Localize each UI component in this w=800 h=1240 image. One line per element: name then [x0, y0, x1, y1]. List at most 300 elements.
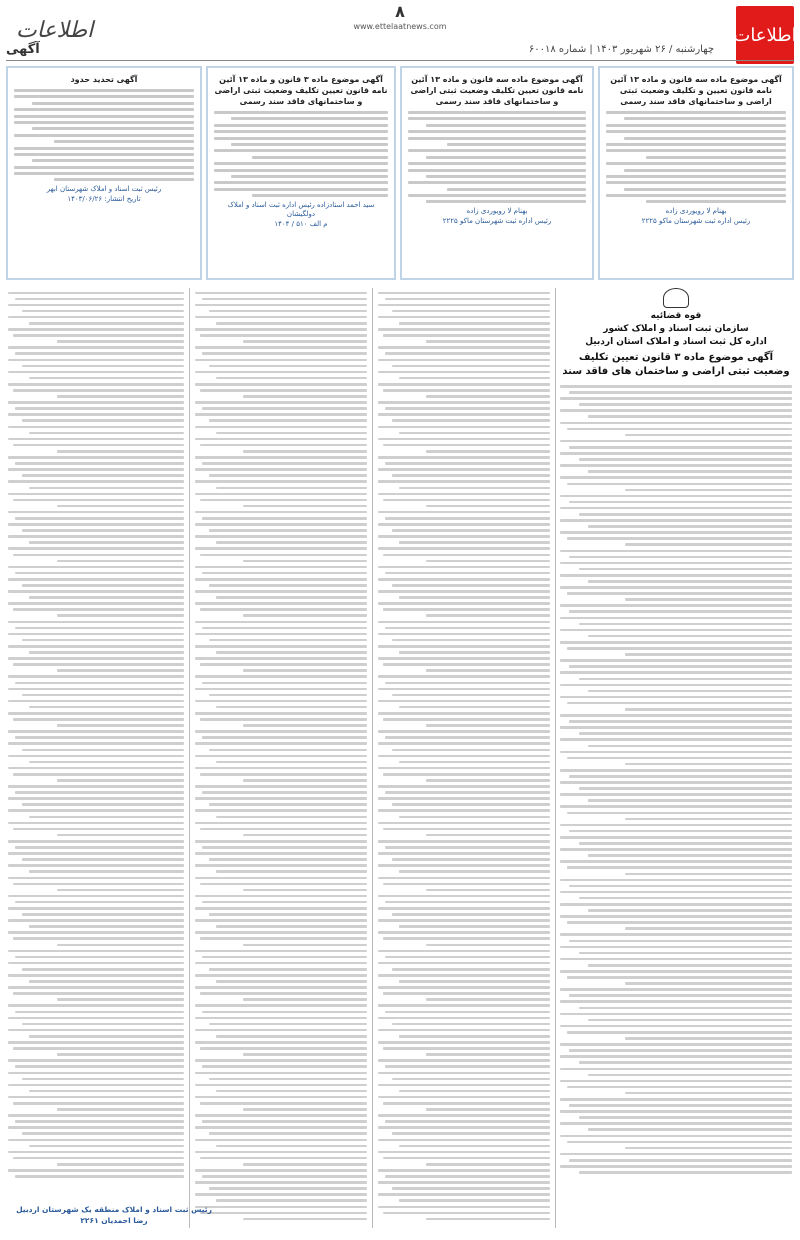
text-line	[560, 879, 792, 882]
text-line	[378, 688, 550, 691]
text-line	[8, 590, 184, 593]
text-line	[243, 340, 367, 343]
text-line	[195, 907, 367, 910]
text-line	[567, 1086, 792, 1089]
text-line	[195, 645, 367, 648]
text-line	[15, 901, 184, 904]
text-line	[560, 385, 792, 388]
text-line	[195, 1114, 367, 1117]
text-line	[378, 907, 550, 910]
text-line	[216, 487, 367, 490]
text-line	[216, 541, 367, 544]
text-line	[195, 974, 367, 977]
notice-body-text	[408, 111, 586, 203]
text-line	[426, 614, 550, 617]
text-line	[8, 962, 184, 965]
text-line	[569, 501, 792, 504]
text-line	[392, 474, 550, 477]
text-line	[8, 1151, 184, 1154]
text-line	[579, 842, 792, 845]
text-line	[195, 346, 367, 349]
text-line	[383, 334, 550, 337]
notice-box-2	[400, 66, 594, 280]
text-line	[579, 1007, 792, 1010]
text-line	[399, 322, 550, 325]
text-line	[378, 1181, 550, 1184]
text-line	[202, 1065, 367, 1068]
text-line	[560, 1068, 792, 1071]
text-line	[216, 980, 367, 983]
text-line	[392, 1078, 550, 1081]
text-line	[15, 627, 184, 630]
text-line	[399, 1145, 550, 1148]
section-label: آگهی	[6, 42, 40, 57]
text-line	[383, 554, 550, 557]
text-line	[195, 675, 367, 678]
text-line	[8, 1169, 184, 1172]
text-line	[29, 925, 184, 928]
text-line	[243, 505, 367, 508]
text-line	[195, 986, 367, 989]
text-line	[209, 639, 367, 642]
text-line	[399, 761, 550, 764]
text-line	[378, 1041, 550, 1044]
text-line	[195, 809, 367, 812]
text-line	[560, 738, 792, 741]
text-line	[195, 566, 367, 569]
text-line	[385, 572, 550, 575]
text-line	[202, 627, 367, 630]
text-line	[243, 779, 367, 782]
text-line	[588, 964, 792, 967]
text-line	[195, 493, 367, 496]
text-line	[378, 328, 550, 331]
text-line	[8, 426, 184, 429]
text-line	[569, 446, 792, 449]
text-line	[195, 730, 367, 733]
text-line	[8, 974, 184, 977]
text-line	[29, 432, 184, 435]
text-line	[383, 1102, 550, 1105]
text-line	[579, 678, 792, 681]
text-line	[200, 389, 367, 392]
text-line	[378, 1114, 550, 1117]
text-line	[426, 1053, 550, 1056]
text-line	[200, 937, 367, 940]
text-line	[22, 968, 184, 971]
text-line	[588, 799, 792, 802]
text-line	[8, 1114, 184, 1117]
text-line	[15, 846, 184, 849]
text-line	[195, 852, 367, 855]
text-line	[8, 742, 184, 745]
text-line	[560, 574, 792, 577]
text-line	[378, 468, 550, 471]
text-line	[385, 956, 550, 959]
text-line	[195, 931, 367, 934]
text-line	[378, 1151, 550, 1154]
signature-title: تاریخ انتشار: ۱۴۰۳/۰۶/۲۶	[67, 194, 141, 203]
text-line	[392, 913, 550, 916]
text-line	[216, 432, 367, 435]
column-divider	[555, 288, 556, 1228]
text-line	[202, 901, 367, 904]
text-line	[8, 657, 184, 660]
text-line	[8, 907, 184, 910]
text-line	[13, 1157, 184, 1160]
text-line	[426, 560, 550, 563]
text-line	[202, 1011, 367, 1014]
text-line	[378, 950, 550, 953]
text-line	[195, 468, 367, 471]
newspaper-logo: اطلاعات	[16, 18, 94, 43]
text-line	[13, 389, 184, 392]
text-line	[195, 359, 367, 362]
text-line	[195, 511, 367, 514]
text-line	[200, 828, 367, 831]
text-line	[243, 395, 367, 398]
text-line	[209, 694, 367, 697]
text-line	[209, 1078, 367, 1081]
text-line	[195, 535, 367, 538]
text-line	[8, 700, 184, 703]
text-line	[22, 474, 184, 477]
text-line	[195, 919, 367, 922]
text-line	[560, 793, 792, 796]
text-line	[209, 803, 367, 806]
text-line	[216, 1199, 367, 1202]
text-line	[8, 493, 184, 496]
text-line	[560, 696, 792, 699]
signature-name: رئیس ثبت اسناد و املاک شهرستان ابهر	[46, 185, 162, 194]
text-line	[22, 1078, 184, 1081]
text-line	[15, 352, 184, 355]
text-line	[22, 858, 184, 861]
text-line	[579, 513, 792, 516]
text-line	[57, 1053, 184, 1056]
text-line	[195, 590, 367, 593]
notice-box-3	[206, 66, 396, 280]
text-line	[399, 377, 550, 380]
text-line	[560, 1110, 792, 1113]
text-line	[588, 635, 792, 638]
text-line	[8, 621, 184, 624]
text-line	[29, 487, 184, 490]
text-line	[378, 755, 550, 758]
text-line	[399, 706, 550, 709]
text-line	[8, 401, 184, 404]
text-line	[57, 560, 184, 563]
text-line	[195, 413, 367, 416]
text-line	[57, 450, 184, 453]
text-line	[625, 708, 792, 711]
text-line	[385, 517, 550, 520]
text-line	[13, 1102, 184, 1105]
text-line	[588, 690, 792, 693]
text-line	[195, 950, 367, 953]
text-line	[579, 568, 792, 571]
text-line	[378, 578, 550, 581]
text-line	[378, 767, 550, 770]
text-line	[378, 1096, 550, 1099]
text-line	[243, 1108, 367, 1111]
text-line	[202, 298, 367, 301]
main-notice	[560, 288, 792, 1177]
text-line	[195, 316, 367, 319]
text-line	[200, 334, 367, 337]
text-line	[625, 927, 792, 930]
text-line	[195, 895, 367, 898]
text-line	[385, 352, 550, 355]
text-line	[8, 712, 184, 715]
text-line	[200, 554, 367, 557]
text-line	[426, 1218, 550, 1221]
text-line	[8, 767, 184, 770]
text-line	[399, 870, 550, 873]
text-line	[392, 803, 550, 806]
text-line	[216, 925, 367, 928]
text-line	[560, 988, 792, 991]
text-line	[383, 828, 550, 831]
text-line	[195, 1017, 367, 1020]
text-line	[383, 1047, 550, 1050]
text-line	[560, 860, 792, 863]
text-line	[209, 858, 367, 861]
text-line	[383, 1157, 550, 1160]
text-line	[8, 822, 184, 825]
text-line	[560, 495, 792, 498]
text-line	[8, 359, 184, 362]
text-line	[195, 822, 367, 825]
text-line	[560, 586, 792, 589]
text-line	[57, 669, 184, 672]
text-line	[385, 1175, 550, 1178]
text-line	[13, 992, 184, 995]
text-line	[195, 1181, 367, 1184]
notice-column-4	[8, 288, 184, 1188]
text-line	[29, 377, 184, 380]
text-line	[8, 413, 184, 416]
text-line	[569, 720, 792, 723]
text-line	[378, 962, 550, 965]
text-line	[567, 428, 792, 431]
text-line	[57, 944, 184, 947]
text-line	[195, 371, 367, 374]
text-line	[560, 629, 792, 632]
text-line	[392, 419, 550, 422]
text-line	[22, 310, 184, 313]
text-line	[216, 322, 367, 325]
text-line	[195, 1169, 367, 1172]
text-line	[22, 694, 184, 697]
text-line	[378, 456, 550, 459]
notice-signature	[14, 1204, 214, 1226]
text-line	[13, 554, 184, 557]
text-line	[29, 870, 184, 873]
text-line	[29, 1145, 184, 1148]
text-line	[378, 797, 550, 800]
text-line	[378, 822, 550, 825]
text-line	[195, 864, 367, 867]
text-line	[216, 870, 367, 873]
text-line	[569, 1159, 792, 1162]
text-line	[57, 724, 184, 727]
text-line	[378, 413, 550, 416]
text-line	[560, 617, 792, 620]
text-line	[588, 580, 792, 583]
signature-name: سید احمد استادزاده رئیس اداره ثبت اسناد و املاک دولگیشان	[227, 201, 375, 219]
text-line	[8, 852, 184, 855]
text-line	[579, 1116, 792, 1119]
text-line	[378, 809, 550, 812]
text-line	[378, 1126, 550, 1129]
text-line	[560, 452, 792, 455]
text-line	[8, 986, 184, 989]
text-line	[625, 1037, 792, 1040]
text-line	[8, 578, 184, 581]
text-line	[57, 395, 184, 398]
issue-date: چهارشنبه / ۲۶ شهریور ۱۴۰۳ | شماره ۶۰۰۱۸	[528, 44, 714, 55]
text-line	[378, 675, 550, 678]
text-line	[378, 1139, 550, 1142]
text-line	[8, 1017, 184, 1020]
text-line	[209, 749, 367, 752]
text-line	[57, 614, 184, 617]
text-line	[8, 1096, 184, 1099]
text-line	[15, 1011, 184, 1014]
text-line	[216, 706, 367, 709]
text-line	[579, 1061, 792, 1064]
text-line	[243, 724, 367, 727]
signature-name: بهنام لا رویوردی زاده	[665, 207, 727, 216]
text-line	[560, 714, 792, 717]
text-line	[8, 1084, 184, 1087]
text-line	[200, 1047, 367, 1050]
text-line	[560, 531, 792, 534]
text-line	[378, 700, 550, 703]
text-line	[426, 998, 550, 1001]
text-line	[560, 903, 792, 906]
text-line	[216, 596, 367, 599]
text-line	[8, 602, 184, 605]
text-line	[15, 956, 184, 959]
text-line	[202, 956, 367, 959]
text-line	[195, 797, 367, 800]
text-line	[200, 992, 367, 995]
text-line	[216, 1145, 367, 1148]
text-line	[8, 566, 184, 569]
text-line	[567, 866, 792, 869]
text-line	[392, 1187, 550, 1190]
text-line	[8, 1139, 184, 1142]
text-line	[378, 1059, 550, 1062]
text-line	[426, 340, 550, 343]
text-line	[378, 1169, 550, 1172]
text-line	[383, 608, 550, 611]
text-line	[385, 462, 550, 465]
notice-box-title: آگهی موضوع ماده ۳ قانون و ماده ۱۳ آئین نامه قانون تعیین تکلیف وضعیت ثبتی اراضی و ساختمانهای فاقد سند رسمی	[214, 75, 388, 106]
text-line	[399, 1090, 550, 1093]
text-line	[588, 470, 792, 473]
text-line	[560, 1080, 792, 1083]
text-line	[383, 937, 550, 940]
text-line	[560, 824, 792, 827]
text-line	[560, 1000, 792, 1003]
text-line	[8, 1072, 184, 1075]
text-line	[569, 1049, 792, 1052]
notice-org-registry: سازمان ثبت اسناد و املاک کشور	[603, 324, 749, 334]
text-line	[378, 359, 550, 362]
text-line	[29, 761, 184, 764]
text-line	[202, 791, 367, 794]
text-line	[560, 1165, 792, 1168]
signature-title: م الف ۵۱۰ / ۱۴۰۴	[274, 219, 328, 228]
text-line	[378, 1017, 550, 1020]
text-line	[8, 1059, 184, 1062]
text-line	[560, 1013, 792, 1016]
text-line	[385, 846, 550, 849]
text-line	[29, 816, 184, 819]
text-line	[378, 785, 550, 788]
text-line	[243, 998, 367, 1001]
text-line	[392, 1023, 550, 1026]
text-line	[195, 1151, 367, 1154]
text-line	[560, 915, 792, 918]
text-line	[579, 952, 792, 955]
text-line	[569, 775, 792, 778]
text-line	[195, 401, 367, 404]
text-line	[588, 1128, 792, 1131]
text-line	[579, 458, 792, 461]
text-line	[625, 543, 792, 546]
text-line	[15, 736, 184, 739]
text-line	[8, 383, 184, 386]
text-line	[567, 812, 792, 815]
text-line	[29, 980, 184, 983]
text-line	[378, 621, 550, 624]
text-line	[399, 432, 550, 435]
text-line	[57, 505, 184, 508]
text-line	[13, 883, 184, 886]
text-line	[579, 732, 792, 735]
text-line	[8, 688, 184, 691]
text-line	[579, 787, 792, 790]
text-line	[195, 767, 367, 770]
text-line	[383, 883, 550, 886]
text-line	[385, 901, 550, 904]
text-line	[195, 962, 367, 965]
text-line	[8, 797, 184, 800]
text-line	[8, 328, 184, 331]
signature-title: رئیس اداره ثبت شهرستان ماکو ۲۲۲۵	[641, 216, 751, 225]
text-line	[569, 556, 792, 559]
text-line	[8, 480, 184, 483]
text-line	[399, 1199, 550, 1202]
text-line	[378, 919, 550, 922]
text-line	[13, 828, 184, 831]
text-line	[22, 584, 184, 587]
text-line	[15, 682, 184, 685]
text-line	[625, 489, 792, 492]
text-line	[378, 657, 550, 660]
text-line	[195, 1041, 367, 1044]
text-line	[209, 529, 367, 532]
notice-org-judiciary: قوه قضائیه	[650, 311, 702, 321]
notice-column-2	[378, 288, 550, 1228]
text-line	[8, 1126, 184, 1129]
text-line	[560, 519, 792, 522]
text-line	[216, 761, 367, 764]
